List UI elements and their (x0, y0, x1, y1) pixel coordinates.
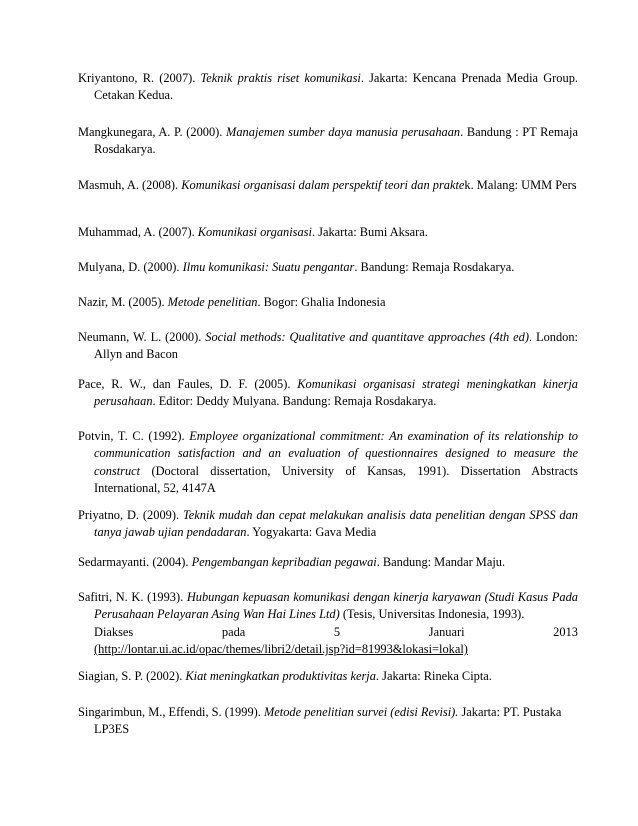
reference-title: Kiat meningkatkan produktivitas kerja (185, 669, 376, 683)
reference-pace (78, 376, 578, 411)
reference-masmuh (78, 177, 578, 194)
reference-title: Manajemen sumber daya manusia perusahaan (226, 125, 461, 139)
reference-author: Mangkunegara, A. P. (2000). (78, 125, 227, 139)
reference-title: Komunikasi organisasi strategi meningkatkan kinerja perusahaan (94, 377, 579, 409)
reference-safitri (78, 589, 578, 659)
reference-title: Metode penelitian (167, 295, 258, 309)
reference-author: Potvin, T. C. (1992). (78, 429, 190, 443)
reference-singarimbun (78, 704, 578, 739)
reference-author: Siagian, S. P. (2002). (78, 669, 186, 683)
reference-title: Hubungan kepuasan komunikasi dengan kinerja karyawan (Studi Kasus Pada Perusahaan Pelayaran Asing Wan Hai Lines Ltd) (94, 590, 578, 622)
reference-title: Pengembangan kepribadian pegawai (191, 555, 377, 569)
reference-publisher: . Jakarta: Rineka Cipta. (375, 669, 492, 683)
reference-publisher: (Doctoral dissertation, University of Kansas, 1991). Dissertation Abstracts International, 52, 4147A (94, 463, 578, 496)
reference-author: Priyatno, D. (2009). (78, 508, 183, 522)
reference-publisher: . Editor: Deddy Mulyana. Bandung: Remaja Rosdakarya. (152, 394, 437, 409)
reference-title: Ilmu komunikasi: Suatu pengantar (182, 260, 355, 274)
reference-author: Neumann, W. L. (2000). (78, 330, 206, 344)
access-word: Januari (428, 624, 465, 639)
reference-publisher: . Yogyakarta: Gava Media (246, 525, 377, 540)
reference-author: Mulyana, D. (2000). (78, 260, 183, 274)
reference-author: Safitri, N. K. (1993). (78, 590, 187, 604)
reference-kriyantono (78, 70, 578, 105)
access-date-line (94, 624, 578, 641)
reference-title: Teknik praktis riset komunikasi (200, 71, 361, 85)
reference-priyatno (78, 507, 578, 542)
reference-title: Teknik mudah dan cepat melakukan analisis data penelitian dengan SPSS dan tanya jawab ujian pendadaran (94, 508, 578, 540)
reference-author: Nazir, M. (2005). (78, 295, 168, 309)
reference-mulyana (78, 259, 578, 276)
access-word: 5 (333, 624, 341, 639)
reference-sedarmayanti (78, 554, 578, 571)
reference-nazir (78, 294, 578, 311)
reference-publisher: . Bandung: Remaja Rosdakarya. (354, 260, 515, 274)
access-word: pada (221, 624, 246, 639)
reference-title: Komunikasi organisasi dalam perspektif teori dan prakte (181, 178, 465, 192)
reference-title: Social methods: Qualitative and quantitave approaches (4th ed) (205, 330, 529, 344)
reference-neumann (78, 329, 578, 364)
reference-mangkunegara (78, 124, 578, 159)
reference-author: Kriyantono, R. (2007). (78, 71, 201, 85)
reference-author: Masmuh, A. (2008). (78, 178, 182, 192)
reference-author: Muhammad, A. (2007). (78, 225, 198, 239)
reference-potvin (78, 428, 578, 498)
reference-title: Employee organizational commitment: An examination of its relationship to communication satisfaction and an evaluation of questionnaires designed to measure the construct (94, 429, 578, 478)
reference-author: Sedarmayanti. (2004). (78, 555, 192, 569)
reference-siagian (78, 668, 578, 685)
reference-url-link[interactable]: (http://lontar.ui.ac.id/opac/themes/libri2/detail.jsp?id=81993&lokasi=lokal) (94, 642, 468, 657)
reference-publisher: . Bandung: Mandar Maju. (376, 555, 506, 569)
reference-muhammad (78, 224, 578, 241)
reference-publisher: . Bandung : PT Remaja Rosdakarya. (94, 125, 578, 157)
reference-author: Singarimbun, M., Effendi, S. (1999). (78, 705, 264, 719)
reference-publisher: . Bogor: Ghalia Indonesia (257, 295, 386, 309)
reference-publisher: . Jakarta: Bumi Aksara. (311, 225, 428, 239)
reference-publisher: . London: Allyn and Bacon (94, 330, 578, 362)
reference-publisher: (Tesis, Universitas Indonesia, 1993). (339, 607, 525, 622)
reference-author: Pace, R. W., dan Faules, D. F. (2005). (78, 377, 298, 391)
access-word: Diakses (94, 624, 134, 639)
reference-publisher: k. Malang: UMM Pers (464, 178, 577, 192)
reference-publisher: Jakarta: PT. Pustaka LP3ES (94, 705, 562, 737)
reference-title: Komunikasi organisasi (197, 225, 312, 239)
reference-publisher: . Jakarta: Kencana Prenada Media Group. Cetakan Kedua. (94, 71, 578, 103)
access-word: 2013 (553, 624, 578, 639)
reference-title: Metode penelitian survei (edisi Revisi). (263, 705, 459, 719)
